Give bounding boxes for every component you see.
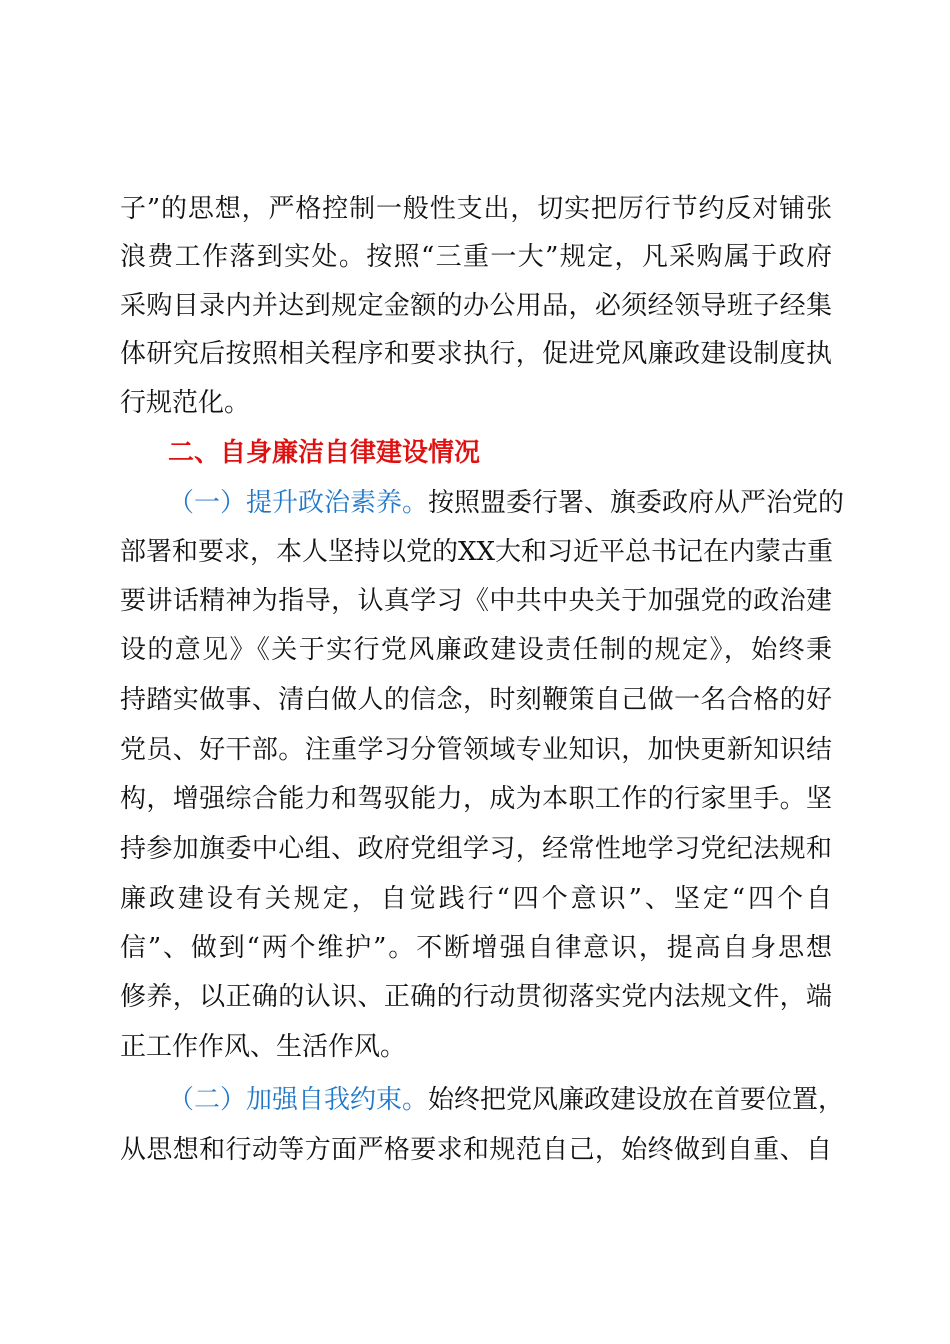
item-2-first-line — [168, 1077, 845, 1123]
paragraph-line: 子”的思想，严格控制一般性支出，切实把厉行节约反对铺张 — [120, 194, 832, 224]
paragraph-line: 从思想和行动等方面严格要求和规范自己，始终做到自重、自 — [120, 1135, 832, 1165]
item-1-first-line — [168, 480, 845, 526]
item-1-first-line-text: 按照盟委行署、旗委政府从严治党的 — [428, 488, 845, 518]
item-2-label: （二）加强自我约束。 — [168, 1085, 429, 1115]
paragraph-line: 持参加旗委中心组、政府党组学习，经常性地学习党纪法规和 — [120, 834, 832, 864]
section-heading: 二、自身廉洁自律建设情况 — [168, 438, 481, 468]
paragraph-line: 正工作作风、生活作风。 — [120, 1032, 407, 1062]
paragraph-line: 廉政建设有关规定，自觉践行“四个意识”、坚定“四个自 — [120, 884, 832, 914]
item-2-first-line-text: 始终把党风廉政建设放在首要位置， — [428, 1085, 845, 1115]
paragraph-line: 设的意见》《关于实行党风廉政建设责任制的规定》，始终秉 — [120, 635, 832, 665]
paragraph-line: 采购目录内并达到规定金额的办公用品，必须经领导班子经集 — [120, 291, 832, 321]
paragraph-line: 部署和要求，本人坚持以党的XX大和习近平总书记在内蒙古重 — [120, 537, 834, 567]
paragraph-line: 浪费工作落到实处。按照“三重一大”规定，凡采购属于政府 — [120, 242, 832, 272]
item-1-label: （一）提升政治素养。 — [168, 488, 429, 518]
paragraph-line: 持踏实做事、清白做人的信念，时刻鞭策自己做一名合格的好 — [120, 685, 832, 715]
paragraph-line: 行规范化。 — [120, 388, 251, 418]
paragraph-line: 要讲话精神为指导，认真学习《中共中央关于加强党的政治建 — [120, 586, 832, 616]
paragraph-line: 信”、做到“两个维护”。不断增强自律意识，提高自身思想 — [120, 933, 832, 963]
paragraph-line: 党员、好干部。注重学习分管领域专业知识，加快更新知识结 — [120, 735, 832, 765]
paragraph-line: 修养，以正确的认识、正确的行动贯彻落实党内法规文件，端 — [120, 982, 832, 1012]
paragraph-line: 构，增强综合能力和驾驭能力，成为本职工作的行家里手。坚 — [120, 784, 832, 814]
paragraph-line: 体研究后按照相关程序和要求执行，促进党风廉政建设制度执 — [120, 339, 832, 369]
